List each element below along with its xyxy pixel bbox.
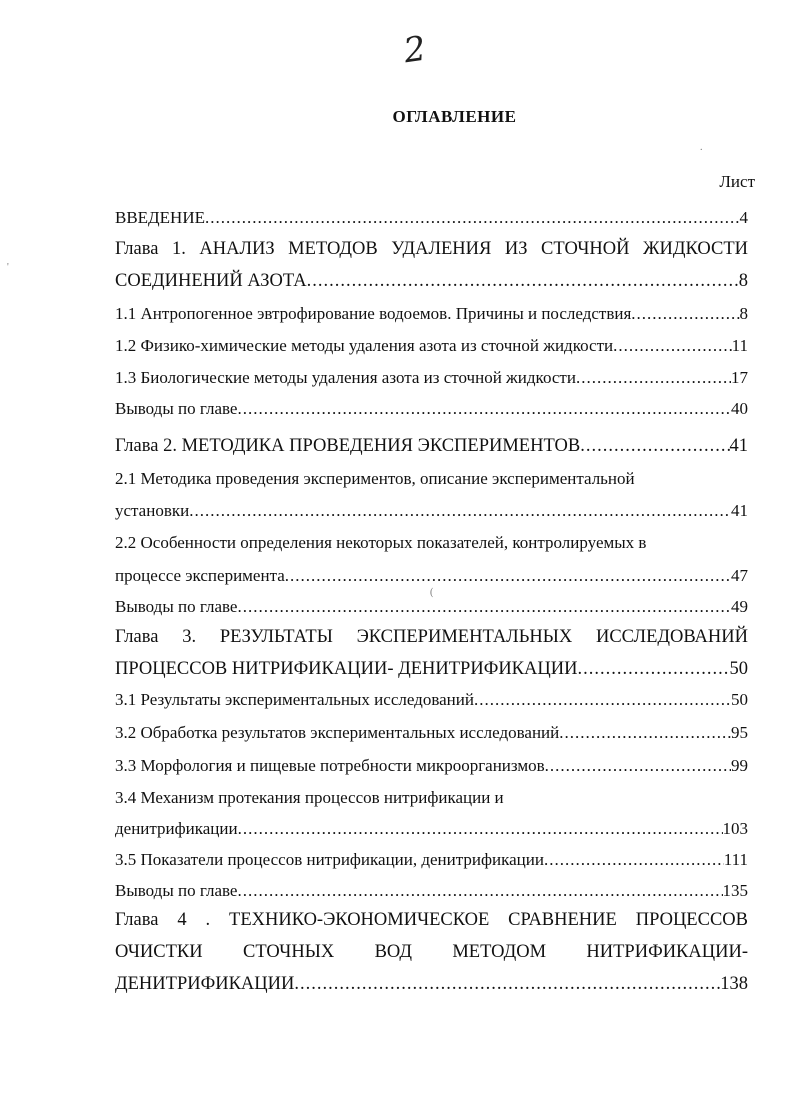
page-title: ОГЛАВЛЕНИЕ (392, 107, 517, 126)
dot-leader (285, 566, 731, 586)
toc-entry-3-3: 3.3 Морфология и пищевые потребности микроорганизмов ..... 99 (115, 756, 748, 780)
scan-mark: ' (7, 262, 9, 273)
toc-entry-3-1: 3.1 Результаты экспериментальных исследований ..... 50 (115, 690, 748, 714)
toc-entry-conclusions-3: Выводы по главе ..... 135 (115, 881, 748, 905)
dot-leader (613, 336, 732, 356)
dot-leader (559, 723, 731, 743)
dot-leader (631, 304, 739, 324)
toc-chapter-4-line-2: ОЧИСТКИ СТОЧНЫХ ВОД МЕТОДОМ НИТРИФИКАЦИИ- (115, 942, 748, 962)
sheet-column-label: Лист (719, 172, 755, 191)
scan-mark: . (700, 142, 703, 153)
dot-leader (237, 399, 731, 419)
scan-mark: ( (430, 587, 434, 598)
toc-chapter-4-line-3: ДЕНИТРИФИКАЦИИ ..... 138 (115, 974, 748, 998)
dot-leader (545, 756, 731, 776)
dot-leader (205, 208, 740, 228)
dot-leader (577, 659, 729, 680)
toc-entry-1-1: 1.1 Антропогенное эвтрофирование водоемов. Причины и последствия ..... 8 (115, 304, 748, 328)
dot-leader (189, 501, 731, 521)
toc-chapter-4-line-1: Глава 4 . ТЕХНИКО-ЭКОНОМИЧЕСКОЕ СРАВНЕНИЕ ПРОЦЕССОВ (115, 910, 748, 930)
dot-leader (576, 368, 731, 388)
dot-leader (294, 974, 720, 995)
dot-leader (238, 819, 723, 839)
toc-chapter-3-line-1: Глава 3. РЕЗУЛЬТАТЫ ЭКСПЕРИМЕНТАЛЬНЫХ ИССЛЕДОВАНИЙ (115, 627, 748, 647)
toc-chapter-2: Глава 2. МЕТОДИКА ПРОВЕДЕНИЯ ЭКСПЕРИМЕНТОВ ..... 41 (115, 436, 748, 460)
handwritten-page-number: 2 (401, 28, 429, 72)
toc-entry-2-2-line-2: процессе эксперимента ..... 47 (115, 566, 748, 590)
dot-leader (544, 850, 724, 870)
dot-leader (474, 690, 731, 710)
toc-entry-2-1-line-2: установки ..... 41 (115, 501, 748, 525)
toc-entry-1-3: 1.3 Биологические методы удаления азота из сточной жидкости ..... 17 (115, 368, 748, 392)
toc-entry-conclusions-2: Выводы по главе ..... 49 (115, 597, 748, 621)
toc-entry-3-2: 3.2 Обработка результатов экспериментальных исследований ..... 95 (115, 723, 748, 747)
toc-entry-conclusions-1: Выводы по главе ..... 40 (115, 399, 748, 423)
toc-entry-3-5: 3.5 Показатели процессов нитрификации, денитрификации ..... 111 (115, 850, 748, 874)
toc-entry-2-2-line-1: 2.2 Особенности определения некоторых показателей, контролируемых в (115, 533, 647, 552)
toc-chapter-1-line-1: Глава 1. АНАЛИЗ МЕТОДОВ УДАЛЕНИЯ ИЗ СТОЧНОЙ ЖИДКОСТИ (115, 239, 748, 259)
toc-entry-1-2: 1.2 Физико-химические методы удаления азота из сточной жидкости ..... 11 (115, 336, 748, 360)
dot-leader (580, 436, 729, 457)
toc-entry-3-4-line-1: 3.4 Механизм протекания процессов нитрификации и (115, 788, 504, 807)
toc-chapter-1-line-2: СОЕДИНЕНИЙ АЗОТА ..... 8 (115, 271, 748, 295)
toc-chapter-3-line-2: ПРОЦЕССОВ НИТРИФИКАЦИИ- ДЕНИТРИФИКАЦИИ ..... 50 (115, 659, 748, 683)
dot-leader (237, 881, 722, 901)
dot-leader (237, 597, 731, 617)
dot-leader (307, 271, 739, 292)
toc-entry-2-1-line-1: 2.1 Методика проведения экспериментов, описание экспериментальной (115, 469, 635, 488)
toc-entry-3-4-line-2: денитрификации ..... 103 (115, 819, 748, 843)
toc-entry-introduction: ВВЕДЕНИЕ ..... 4 (115, 208, 748, 232)
